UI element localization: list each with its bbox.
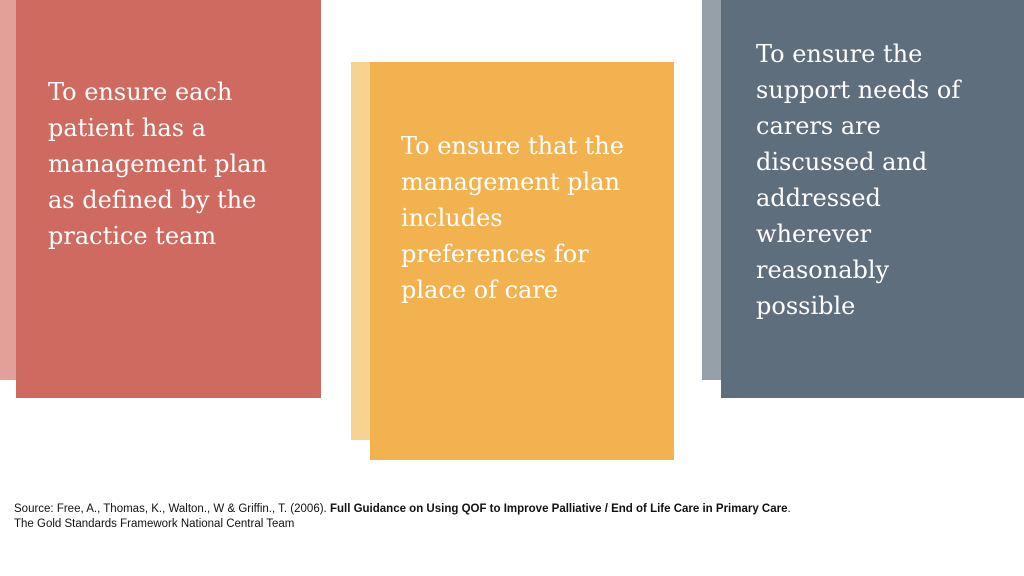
card-3-line-7: reasonably <box>756 256 890 284</box>
source-citation <box>14 502 791 532</box>
card-3-line-8: possible <box>756 292 856 320</box>
card-3-line-4: discussed and <box>756 148 928 176</box>
card-2-line-4: preferences for <box>401 240 589 268</box>
source-suffix: . <box>787 503 791 515</box>
card-2-line-3: includes <box>401 204 503 232</box>
source-prefix: Source: Free, A., Thomas, K., Walton., W & Griffin., T. (2006). <box>14 503 330 515</box>
source-line-1 <box>14 502 791 517</box>
card-1-text <box>48 74 267 254</box>
card-3-line-6: wherever <box>756 220 872 248</box>
card-3-line-5: addressed <box>756 184 881 212</box>
card-3-text <box>756 36 960 324</box>
card-3-line-2: support needs of <box>756 76 961 104</box>
card-2-line-2: management plan <box>401 168 620 196</box>
source-title: Full Guidance on Using QOF to Improve Palliative / End of Life Care in Primary Care <box>329 503 788 515</box>
card-2-text <box>401 128 624 308</box>
card-2-line-1: To ensure that the <box>401 132 624 160</box>
card-3-line-1: To ensure the <box>756 40 923 68</box>
source-line-2: The Gold Standards Framework National Central Team <box>14 518 295 530</box>
card-1-line-5: practice team <box>48 222 217 250</box>
card-1-line-3: management plan <box>48 150 267 178</box>
card-1-line-4: as defined by the <box>48 186 257 214</box>
card-2-line-5: place of care <box>401 276 559 304</box>
card-1-line-1: To ensure each <box>48 78 233 106</box>
card-3-line-3: carers are <box>756 112 881 140</box>
card-1-line-2: patient has a <box>48 114 206 142</box>
